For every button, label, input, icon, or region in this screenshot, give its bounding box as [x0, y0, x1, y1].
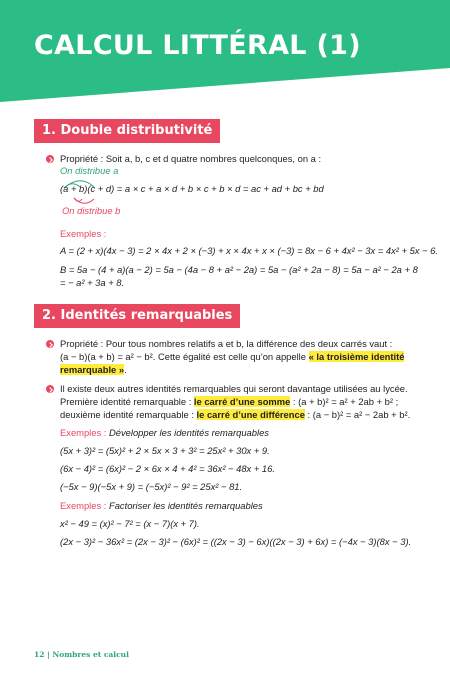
bullet-arrow-icon: [46, 340, 54, 348]
highlight-third-identity: « la troisième identité: [308, 351, 405, 362]
example-a: A = (2 + x)(4x − 3) = 2 × 4x + 2 × (−3) + x × 4x + x × (−3) = 8x − 6 + 4x² − 3x = 4x² + 5x − 6.: [60, 245, 438, 256]
other-identities-line1: Il existe deux autres identités remarquables qui seront davantage utilisées au lycée.: [60, 383, 408, 394]
property2-text: (a − b)(a + b) = a² − b². Cette égalité est celle qu’on appelle: [60, 351, 309, 362]
examples-label: Exemples :: [60, 427, 109, 438]
develop-example-3: (−5x − 9)(−5x + 9) = (−5x)² − 9² = 25x² − 81.: [60, 481, 243, 492]
section-heading-identites-remarquables: 2. Identités remarquables: [34, 304, 240, 328]
bullet-arrow-icon: [46, 385, 54, 393]
example-b-line2: = − a² + 3a + 8.: [60, 277, 125, 288]
section-heading-double-distributivite: 1. Double distributivité: [34, 119, 220, 143]
examples-develop-header: [60, 427, 269, 439]
first-identity-line: [60, 396, 398, 408]
highlight-square-sum: le carré d’une somme: [193, 396, 291, 407]
annotation-distribute-a: On distribue a: [60, 165, 119, 176]
page-footer: 12 | Nombres et calcul: [34, 650, 129, 659]
example-b-line1: B = 5a − (4 + a)(a − 2) = 5a − (4a − 8 + a² − 2a) = 5a − (a² + 2a − 8) = 5a − a² − 2a + 8: [60, 264, 418, 275]
develop-example-1: (5x + 3)² = (5x)² + 2 × 5x × 3 + 3² = 25x² + 30x + 9.: [60, 445, 270, 456]
factor-example-1: x² − 49 = (x)² − 7² = (x − 7)(x + 7).: [60, 518, 200, 529]
highlight-square-difference: le carré d’une différence: [196, 409, 305, 420]
annotation-distribute-b: On distribue b: [62, 205, 121, 216]
examples-factor-header: [60, 500, 263, 512]
second-identity-line: [60, 409, 410, 421]
page-title: CALCUL LITTÉRAL (1): [34, 30, 361, 61]
second-identity-label: deuxième identité remarquable :: [60, 409, 197, 420]
develop-example-2: (6x − 4)² = (6x)² − 2 × 6x × 4 + 4² = 36x² − 48x + 16.: [60, 463, 275, 474]
property2-period: .: [124, 364, 127, 375]
highlight-third-identity-end: remarquable »: [60, 364, 125, 375]
examples-label: Exemples :: [60, 228, 107, 239]
bullet-arrow-icon: [46, 155, 54, 163]
examples-factor-title: Factoriser les identités remarquables: [108, 500, 263, 511]
double-distributivity-formula: (a + b)(c + d) = a × c + a × d + b × c + b × d = ac + ad + bc + bd: [60, 183, 324, 194]
examples-develop-title: Développer les identités remarquables: [108, 427, 269, 438]
property2-line1: Propriété : Pour tous nombres relatifs a et b, la différence des deux carrés vaut :: [60, 338, 393, 349]
factor-example-2: (2x − 3)² − 36x² = (2x − 3)² − (6x)² = ((2x − 3) − 6x)((2x − 3) + 6x) = (−4x − 3)(8x − 3).: [60, 536, 412, 547]
property2-line3: [60, 364, 127, 376]
first-identity-label: Première identité remarquable :: [60, 396, 194, 407]
second-identity-formula: : (a − b)² = a² − 2ab + b².: [304, 409, 411, 420]
property2-line2: [60, 351, 404, 363]
first-identity-formula: : (a + b)² = a² + 2ab + b² ;: [290, 396, 399, 407]
examples-label: Exemples :: [60, 500, 109, 511]
property-text: Propriété : Soit a, b, c et d quatre nombres quelconques, on a :: [60, 153, 322, 164]
